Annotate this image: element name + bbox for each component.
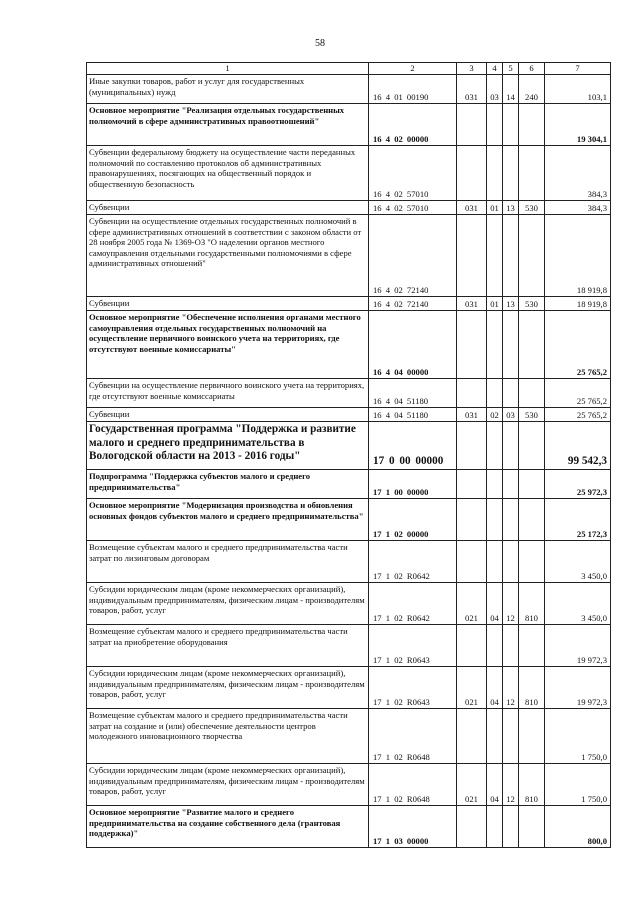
- header-cell-3: 3: [457, 63, 487, 75]
- row-amount-cell: 25 765,2: [545, 408, 611, 422]
- row-col6-cell: [519, 709, 545, 764]
- row-col4-cell: [487, 470, 503, 499]
- row-col3-cell: [457, 709, 487, 764]
- row-code-cell: 16 4 02 72140: [369, 297, 457, 311]
- row-col5-cell: [503, 215, 519, 297]
- row-col4-cell: 03: [487, 75, 503, 104]
- table-row: [87, 764, 611, 806]
- row-code-cell: 16 4 04 51180: [369, 408, 457, 422]
- row-amount-cell: 25 972,3: [545, 470, 611, 499]
- row-col6-cell: [519, 806, 545, 848]
- row-col5-cell: [503, 470, 519, 499]
- table-row: [87, 75, 611, 104]
- row-code-cell: 16 4 02 72140: [369, 215, 457, 297]
- row-name-cell: Субвенции федеральному бюджету на осуществление части переданных полномочий по составлению протоколов об административных правонарушениях, посягающих на общественный порядок и общественную безопасность: [87, 146, 369, 201]
- row-col4-cell: 04: [487, 667, 503, 709]
- row-col4-cell: [487, 499, 503, 541]
- row-col3-cell: [457, 422, 487, 470]
- row-name-cell: Основное мероприятие "Реализация отдельных государственных полномочий в сфере административных правоотношений": [87, 104, 369, 146]
- row-col5-cell: [503, 541, 519, 583]
- row-col5-cell: 12: [503, 667, 519, 709]
- row-col6-cell: 530: [519, 201, 545, 215]
- row-amount-cell: 384,3: [545, 146, 611, 201]
- row-col3-cell: [457, 104, 487, 146]
- row-col5-cell: [503, 709, 519, 764]
- row-code-cell: 16 4 02 57010: [369, 201, 457, 215]
- row-col4-cell: 02: [487, 408, 503, 422]
- page-number: 58: [315, 38, 325, 49]
- row-code-cell: 17 0 00 00000: [369, 422, 457, 470]
- table-row: [87, 625, 611, 667]
- table-row: [87, 311, 611, 379]
- row-col3-cell: 031: [457, 408, 487, 422]
- row-name-cell: Государственная программа "Поддержка и развитие малого и среднего предпринимательства в Вологодской области на 2013 - 2016 годы": [87, 422, 369, 470]
- row-col3-cell: [457, 625, 487, 667]
- table-row: [87, 583, 611, 625]
- row-col5-cell: [503, 625, 519, 667]
- row-amount-cell: 1 750,0: [545, 764, 611, 806]
- row-amount-cell: 1 750,0: [545, 709, 611, 764]
- row-name-cell: Возмещение субъектам малого и среднего предпринимательства части затрат на создание и (или) обеспечение деятельности центров молодежного инновационного творчества: [87, 709, 369, 764]
- row-col5-cell: [503, 379, 519, 408]
- row-amount-cell: 18 919,8: [545, 297, 611, 311]
- row-name-cell: Возмещение субъектам малого и среднего предпринимательства части затрат на приобретение оборудования: [87, 625, 369, 667]
- row-col5-cell: 13: [503, 201, 519, 215]
- row-col4-cell: [487, 541, 503, 583]
- table-row: [87, 408, 611, 422]
- row-col6-cell: 810: [519, 583, 545, 625]
- row-name-cell: Субвенции: [87, 297, 369, 311]
- row-col3-cell: 021: [457, 667, 487, 709]
- table-row: [87, 470, 611, 499]
- row-amount-cell: 25 765,2: [545, 379, 611, 408]
- row-name-cell: Субвенции: [87, 201, 369, 215]
- row-col6-cell: 810: [519, 667, 545, 709]
- header-cell-1: 1: [87, 63, 369, 75]
- row-col3-cell: [457, 499, 487, 541]
- row-amount-cell: 800,0: [545, 806, 611, 848]
- row-col4-cell: [487, 104, 503, 146]
- row-amount-cell: 3 450,0: [545, 583, 611, 625]
- row-col6-cell: 530: [519, 297, 545, 311]
- row-name-cell: Субсидии юридическим лицам (кроме некоммерческих организаций), индивидуальным предпринимателям, физическим лицам - производителям товаров, работ, услуг: [87, 667, 369, 709]
- table-header-row: [87, 63, 611, 75]
- row-code-cell: 16 4 01 00190: [369, 75, 457, 104]
- row-col6-cell: 810: [519, 764, 545, 806]
- header-cell-4: 4: [487, 63, 503, 75]
- row-code-cell: 16 4 04 51180: [369, 379, 457, 408]
- row-col5-cell: [503, 806, 519, 848]
- row-code-cell: 17 1 02 R0643: [369, 625, 457, 667]
- row-code-cell: 17 1 02 R0648: [369, 709, 457, 764]
- row-col6-cell: [519, 499, 545, 541]
- row-amount-cell: 19 972,3: [545, 625, 611, 667]
- row-col4-cell: [487, 215, 503, 297]
- row-code-cell: 17 1 02 R0643: [369, 667, 457, 709]
- row-col3-cell: [457, 311, 487, 379]
- row-col4-cell: [487, 379, 503, 408]
- row-amount-cell: 384,3: [545, 201, 611, 215]
- row-amount-cell: 19 304,1: [545, 104, 611, 146]
- row-name-cell: Субвенции на осуществление первичного воинского учета на территориях, где отсутствуют военные комиссариаты: [87, 379, 369, 408]
- table-row: [87, 541, 611, 583]
- row-col6-cell: 530: [519, 408, 545, 422]
- row-amount-cell: 19 972,3: [545, 667, 611, 709]
- row-col5-cell: 14: [503, 75, 519, 104]
- row-col4-cell: [487, 422, 503, 470]
- row-name-cell: Субсидии юридическим лицам (кроме некоммерческих организаций), индивидуальным предпринимателям, физическим лицам - производителям товаров, работ, услуг: [87, 583, 369, 625]
- row-name-cell: Иные закупки товаров, работ и услуг для государственных (муниципальных) нужд: [87, 75, 369, 104]
- budget-table: [86, 62, 611, 848]
- table-row: [87, 379, 611, 408]
- row-col3-cell: [457, 470, 487, 499]
- row-col3-cell: [457, 146, 487, 201]
- table-body: [87, 75, 611, 848]
- row-col5-cell: [503, 104, 519, 146]
- row-name-cell: Основное мероприятие "Обеспечение исполнения органами местного самоуправления отдельных государственных полномочий на осуществление первичного воинского учета на территориях, где отсутствуют военные комиссариаты": [87, 311, 369, 379]
- row-col3-cell: [457, 379, 487, 408]
- table-row: [87, 422, 611, 470]
- table-row: [87, 215, 611, 297]
- row-amount-cell: 3 450,0: [545, 541, 611, 583]
- row-col6-cell: [519, 470, 545, 499]
- row-col5-cell: [503, 311, 519, 379]
- row-col3-cell: 021: [457, 764, 487, 806]
- row-col5-cell: [503, 422, 519, 470]
- row-code-cell: 16 4 02 57010: [369, 146, 457, 201]
- row-col3-cell: 021: [457, 583, 487, 625]
- row-col5-cell: 13: [503, 297, 519, 311]
- row-col3-cell: [457, 541, 487, 583]
- table-row: [87, 201, 611, 215]
- row-code-cell: 17 1 02 00000: [369, 499, 457, 541]
- row-col5-cell: 12: [503, 583, 519, 625]
- row-name-cell: Возмещение субъектам малого и среднего предпринимательства части затрат по лизинговым договорам: [87, 541, 369, 583]
- row-amount-cell: 18 919,8: [545, 215, 611, 297]
- row-name-cell: Субсидии юридическим лицам (кроме некоммерческих организаций), индивидуальным предпринимателям, физическим лицам - производителям товаров, работ, услуг: [87, 764, 369, 806]
- row-col5-cell: 03: [503, 408, 519, 422]
- table-row: [87, 104, 611, 146]
- row-name-cell: Субвенции на осуществление отдельных государственных полномочий в сфере административных отношений в соответствии с законом области от 28 ноября 2005 года № 1369-ОЗ "О наделении органов местного самоуправления отдельными государственными полномочиями в сфере административных отношений": [87, 215, 369, 297]
- row-col4-cell: 01: [487, 297, 503, 311]
- header-cell-7: 7: [545, 63, 611, 75]
- row-col4-cell: 04: [487, 583, 503, 625]
- header-cell-5: 5: [503, 63, 519, 75]
- row-col5-cell: [503, 146, 519, 201]
- row-code-cell: 17 1 02 R0648: [369, 764, 457, 806]
- row-amount-cell: 103,1: [545, 75, 611, 104]
- row-col5-cell: [503, 499, 519, 541]
- row-code-cell: 16 4 04 00000: [369, 311, 457, 379]
- row-code-cell: 17 1 02 R0642: [369, 583, 457, 625]
- header-cell-2: 2: [369, 63, 457, 75]
- row-amount-cell: 99 542,3: [545, 422, 611, 470]
- row-col4-cell: [487, 146, 503, 201]
- row-name-cell: Основное мероприятие "Развитие малого и среднего предпринимательства на создание собственного дела (грантовая поддержка)": [87, 806, 369, 848]
- row-col6-cell: [519, 541, 545, 583]
- table-row: [87, 806, 611, 848]
- row-col6-cell: [519, 422, 545, 470]
- row-col4-cell: [487, 709, 503, 764]
- row-code-cell: 17 1 00 00000: [369, 470, 457, 499]
- header-cell-6: 6: [519, 63, 545, 75]
- table-row: [87, 146, 611, 201]
- table-row: [87, 297, 611, 311]
- row-col6-cell: [519, 215, 545, 297]
- row-col3-cell: [457, 806, 487, 848]
- row-col4-cell: [487, 625, 503, 667]
- row-name-cell: Субвенции: [87, 408, 369, 422]
- row-name-cell: Основное мероприятие "Модернизация производства и обновления основных фондов субъектов малого и среднего предпринимательства": [87, 499, 369, 541]
- row-col3-cell: 031: [457, 297, 487, 311]
- row-col4-cell: 04: [487, 764, 503, 806]
- table-row: [87, 499, 611, 541]
- row-col4-cell: [487, 806, 503, 848]
- row-col6-cell: [519, 625, 545, 667]
- row-col6-cell: 240: [519, 75, 545, 104]
- row-amount-cell: 25 172,3: [545, 499, 611, 541]
- row-col6-cell: [519, 104, 545, 146]
- row-col6-cell: [519, 311, 545, 379]
- row-col3-cell: 031: [457, 75, 487, 104]
- row-col3-cell: 031: [457, 201, 487, 215]
- row-code-cell: 17 1 03 00000: [369, 806, 457, 848]
- row-col4-cell: [487, 311, 503, 379]
- row-col5-cell: 12: [503, 764, 519, 806]
- table-row: [87, 667, 611, 709]
- row-code-cell: 16 4 02 00000: [369, 104, 457, 146]
- row-col6-cell: [519, 146, 545, 201]
- row-amount-cell: 25 765,2: [545, 311, 611, 379]
- row-name-cell: Подпрограмма "Поддержка субъектов малого и среднего предпринимательства": [87, 470, 369, 499]
- row-col4-cell: 01: [487, 201, 503, 215]
- row-col6-cell: [519, 379, 545, 408]
- row-code-cell: 17 1 02 R0642: [369, 541, 457, 583]
- table-row: [87, 709, 611, 764]
- row-col3-cell: [457, 215, 487, 297]
